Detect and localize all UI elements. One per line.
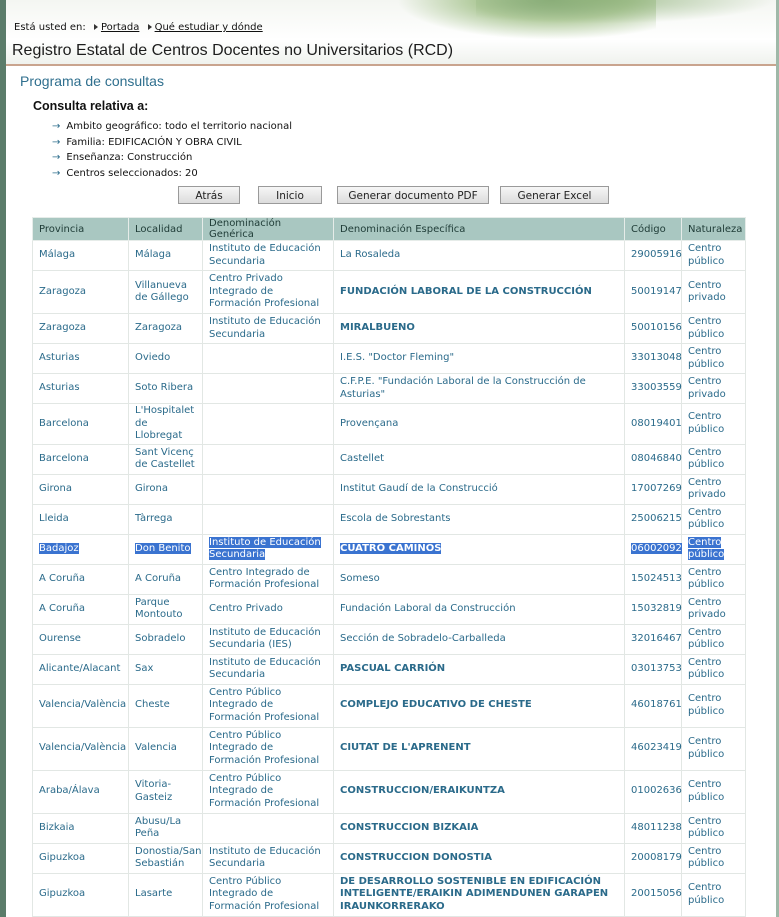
cell-especifica-text[interactable]: PASCUAL CARRIÓN [340,662,446,674]
cell-provincia [33,474,129,504]
cell-localidad-text: Sant Vicenç de Castellet [135,446,195,470]
cell-localidad-text: Lasarte [135,888,173,900]
cell-codigo-text: 20015056 [631,888,682,900]
cell-codigo-text: 25006215 [631,512,682,524]
cell-provincia-text: Zaragoza [39,322,87,334]
table-row [33,474,746,504]
criteria-text: Centros seleccionados: 20 [66,167,198,179]
cell-codigo [625,314,682,344]
cell-localidad-text: L'Hospitalet de Llobregat [135,405,195,441]
cell-localidad [129,314,203,344]
cell-localidad [129,344,203,374]
cell-especifica-text[interactable]: COMPLEJO EDUCATIVO DE CHESTE [340,699,532,711]
cell-especifica[interactable] [334,444,625,474]
cell-localidad-text: Valencia [135,742,177,754]
cell-codigo [625,344,682,374]
cell-codigo-text: 33013048 [631,352,682,364]
cell-especifica-text[interactable]: La Rosaleda [340,249,401,261]
cell-especifica-text[interactable]: DE DESARROLLO SOSTENIBLE EN EDIFICACIÓN INTELIGENTE/ERAIKIN ADIMENDUNEN GARAPEN IRAUNKORRERAKO [340,875,609,912]
cell-codigo [625,873,682,916]
cell-naturaleza [682,564,746,594]
breadcrumb-link-que-estudiar[interactable]: Qué estudiar y dónde [154,22,263,33]
home-button[interactable]: Inicio [258,186,322,204]
cell-naturaleza-text: Centro público [688,656,725,680]
page-title: Registro Estatal de Centros Docentes no Universitarios (RCD) [12,42,454,59]
cell-provincia [33,374,129,404]
cell-provincia-text: Málaga [39,249,76,261]
cell-especifica[interactable] [334,843,625,873]
cell-naturaleza [682,474,746,504]
cell-localidad-text: Abusu/La Peña [135,815,182,839]
cell-provincia [33,241,129,271]
table-body [33,241,746,917]
cell-especifica[interactable] [334,504,625,534]
cell-generica-text: Centro Privado Integrado de Formación Profesional [209,273,320,310]
table-row [33,241,746,271]
cell-especifica[interactable] [334,813,625,843]
cell-codigo [625,474,682,504]
cell-localidad [129,684,203,727]
cell-localidad [129,241,203,271]
criteria-item [52,135,292,151]
cell-naturaleza-text: Centro público [688,506,725,530]
cell-naturaleza [682,314,746,344]
cell-especifica[interactable] [334,314,625,344]
cell-localidad [129,504,203,534]
cell-codigo [625,271,682,314]
generate-excel-button[interactable]: Generar Excel [500,186,609,204]
cell-especifica-text[interactable]: Sección de Sobradelo-Carballeda [340,632,506,644]
cell-especifica[interactable] [334,727,625,770]
cell-especifica[interactable] [334,654,625,684]
cell-generica [203,813,334,843]
cell-localidad [129,374,203,404]
cell-especifica[interactable] [334,374,625,404]
cell-generica-text: Centro Integrado de Formación Profesional [209,566,320,590]
cell-generica [203,564,334,594]
cell-provincia [33,873,129,916]
cell-provincia [33,727,129,770]
cell-provincia-text: Barcelona [39,417,89,429]
cell-especifica-text[interactable]: FUNDACIÓN LABORAL DE LA CONSTRUCCIÓN [340,285,592,297]
cell-especifica-text[interactable]: Provençana [340,417,399,429]
cell-generica [203,843,334,873]
cell-localidad-text: Villanueva de Gállego [135,279,189,303]
cell-especifica-text[interactable]: CONSTRUCCION BIZKAIA [340,821,479,833]
cell-generica [203,271,334,314]
cell-generica [203,314,334,344]
table-row [33,404,746,445]
cell-especifica-text[interactable]: CONSTRUCCION/ERAIKUNTZA [340,785,505,797]
cell-provincia [33,404,129,445]
cell-especifica[interactable] [334,624,625,654]
criteria-text: Familia: EDIFICACIÓN Y OBRA CIVIL [66,136,242,148]
cell-localidad-text: Zaragoza [135,322,183,334]
cell-codigo [625,444,682,474]
cell-naturaleza-text: Centro público [688,243,725,267]
cell-naturaleza-text: Centro privado [688,596,726,620]
table-row [33,873,746,916]
cell-provincia-text: Gipuzkoa [39,851,86,863]
results-table [32,217,746,917]
table-row [33,684,746,727]
cell-provincia-text: A Coruña [39,572,86,584]
criteria-item [52,119,292,135]
cell-codigo [625,241,682,271]
cell-provincia-text: Zaragoza [39,285,87,297]
cell-localidad-text: A Coruña [135,572,182,584]
cell-provincia-text: Valencia/València [39,699,127,711]
cell-localidad [129,727,203,770]
cell-provincia-text: Ourense [39,632,81,644]
table-row [33,374,746,404]
cell-localidad [129,624,203,654]
table-row [33,344,746,374]
cell-naturaleza-text: Centro público [688,446,725,470]
cell-localidad-text: Tàrrega [135,512,173,524]
cell-localidad [129,534,203,564]
title-divider [6,64,776,66]
cell-naturaleza [682,684,746,727]
cell-provincia [33,843,129,873]
cell-provincia [33,271,129,314]
cell-provincia-text: Araba/Álava [39,785,100,797]
table-row [33,594,746,624]
cell-localidad-text: Parque Montouto [135,596,183,620]
cell-especifica-text[interactable]: I.E.S. "Doctor Fleming" [340,352,455,364]
cell-especifica-text[interactable]: CIUTAT DE L'APRENENT [340,742,471,754]
cell-naturaleza [682,727,746,770]
table-row [33,770,746,813]
cell-naturaleza [682,444,746,474]
cell-generica [203,654,334,684]
cell-naturaleza [682,624,746,654]
arrow-bullet-icon: → [52,152,61,163]
cell-provincia [33,684,129,727]
cell-especifica[interactable] [334,241,625,271]
cell-codigo-text: 08046840 [631,452,682,464]
cell-generica-text: Instituto de Educación Secundaria [209,243,321,267]
cell-naturaleza [682,404,746,445]
cell-localidad [129,271,203,314]
cell-naturaleza [682,344,746,374]
cell-naturaleza [682,534,746,564]
section-title: Programa de consultas [20,73,164,89]
cell-naturaleza-text: Centro público [688,536,725,560]
cell-codigo-text: 08019401 [631,417,682,429]
cell-naturaleza [682,843,746,873]
cell-provincia-text: Lleida [39,512,69,524]
cell-provincia-text: Asturias [39,352,80,364]
breadcrumb-arrow-icon [94,24,98,30]
cell-provincia [33,314,129,344]
cell-generica-text: Instituto de Educación Secundaria [209,536,321,560]
cell-generica [203,727,334,770]
cell-localidad [129,594,203,624]
cell-codigo [625,843,682,873]
cell-provincia-text: Valencia/València [39,742,127,754]
table-row [33,444,746,474]
cell-naturaleza [682,813,746,843]
column-header-codigo[interactable]: Código [625,218,682,241]
breadcrumb-link-portada[interactable]: Portada [100,22,140,33]
cell-generica-text: Instituto de Educación Secundaria (IES) [209,626,321,650]
generate-pdf-button[interactable]: Generar documento PDF [337,186,489,204]
cell-codigo-text: 32016467 [631,632,682,644]
cell-localidad [129,654,203,684]
cell-especifica-text[interactable]: MIRALBUENO [340,322,415,334]
cell-codigo [625,654,682,684]
cell-codigo [625,684,682,727]
left-border [0,0,6,917]
cell-provincia [33,564,129,594]
table-row [33,534,746,564]
table-row [33,843,746,873]
cell-naturaleza-text: Centro público [688,736,725,760]
cell-especifica-text[interactable]: Escola de Sobrestants [340,512,451,524]
cell-generica-text: Centro Público Integrado de Formación Profesional [209,875,320,912]
cell-generica-text: Centro Público Integrado de Formación Profesional [209,729,320,766]
cell-generica [203,444,334,474]
cell-codigo [625,534,682,564]
cell-especifica-text[interactable]: Someso [340,572,380,584]
cell-generica [203,474,334,504]
criteria-item [52,166,292,182]
cell-codigo-text: 01002636 [631,785,682,797]
breadcrumb-prefix: Está usted en: [14,22,86,33]
cell-codigo-text: 03013753 [631,662,682,674]
cell-generica [203,504,334,534]
cell-generica [203,624,334,654]
cell-especifica-text[interactable]: C.F.P.E. "Fundación Laboral de la Construcción de Asturias" [340,376,586,400]
cell-provincia [33,504,129,534]
cell-codigo [625,770,682,813]
cell-provincia [33,813,129,843]
cell-generica-text: Instituto de Educación Secundaria [209,316,321,340]
cell-naturaleza [682,241,746,271]
cell-localidad-text: Soto Ribera [135,382,194,394]
cell-codigo [625,813,682,843]
cell-naturaleza-text: Centro público [688,845,725,869]
cell-generica [203,241,334,271]
criteria-list [52,119,292,181]
table-row [33,654,746,684]
cell-codigo-text: 50019147 [631,285,682,297]
cell-especifica-text[interactable]: Fundación Laboral da Construcción [340,602,516,614]
arrow-bullet-icon: → [52,136,61,148]
cell-codigo [625,594,682,624]
column-header-generica[interactable]: Denominación Genérica [203,218,334,241]
cell-generica-text: Centro Privado [209,602,283,614]
cell-naturaleza-text: Centro público [688,815,725,839]
cell-localidad-text: Vitoria-Gasteiz [135,779,173,803]
cell-naturaleza-text: Centro público [688,779,725,803]
cell-codigo-text: 29005916 [631,249,682,261]
cell-provincia [33,534,129,564]
cell-localidad-text: Sax [135,662,154,674]
cell-codigo-text: 46023419 [631,742,682,754]
cell-localidad [129,404,203,445]
table-header-row [33,218,746,241]
cell-localidad [129,444,203,474]
breadcrumb [14,22,263,33]
cell-especifica[interactable] [334,684,625,727]
cell-especifica-text[interactable]: Castellet [340,452,385,464]
cell-especifica[interactable] [334,474,625,504]
cell-generica [203,534,334,564]
cell-especifica[interactable] [334,770,625,813]
cell-especifica[interactable] [334,873,625,916]
cell-especifica[interactable] [334,271,625,314]
cell-generica [203,684,334,727]
cell-codigo [625,374,682,404]
cell-naturaleza-text: Centro público [688,316,725,340]
cell-naturaleza [682,873,746,916]
cell-generica [203,594,334,624]
cell-localidad-text: Oviedo [135,352,171,364]
cell-codigo-text: 50010156 [631,322,682,334]
cell-generica [203,374,334,404]
cell-localidad-text: Girona [135,482,169,494]
cell-naturaleza-text: Centro público [688,411,725,435]
back-button[interactable]: Atrás [178,186,240,204]
cell-especifica[interactable] [334,404,625,445]
table-row [33,564,746,594]
cell-naturaleza [682,594,746,624]
cell-codigo [625,624,682,654]
cell-provincia-text: Girona [39,482,73,494]
cell-generica [203,404,334,445]
cell-generica [203,344,334,374]
cell-naturaleza [682,504,746,534]
cell-codigo-text: 20008179 [631,851,682,863]
cell-provincia-text: Barcelona [39,452,89,464]
cell-especifica[interactable] [334,534,625,564]
cell-generica-text: Instituto de Educación Secundaria [209,656,321,680]
cell-especifica[interactable] [334,344,625,374]
column-header-naturaleza[interactable]: Naturaleza [682,218,746,241]
table-row [33,624,746,654]
cell-naturaleza-text: Centro público [688,566,725,590]
cell-naturaleza-text: Centro público [688,693,725,717]
cell-generica-text: Centro Público Integrado de Formación Profesional [209,772,320,809]
cell-naturaleza-text: Centro privado [688,376,726,400]
cell-localidad-text: Sobradelo [135,632,186,644]
cell-naturaleza [682,654,746,684]
cell-codigo-text: 15032819 [631,602,682,614]
breadcrumb-arrow-icon [148,24,152,30]
column-header-localidad[interactable]: Localidad [129,218,203,241]
cell-naturaleza-text: Centro privado [688,279,726,303]
cell-localidad-text: Cheste [135,699,170,711]
cell-especifica-text[interactable]: CUATRO CAMINOS [340,542,442,554]
cell-localidad [129,813,203,843]
cell-codigo-text: 17007269 [631,482,682,494]
cell-provincia [33,654,129,684]
cell-provincia-text: Gipuzkoa [39,888,86,900]
cell-localidad [129,474,203,504]
cell-especifica[interactable] [334,564,625,594]
cell-codigo-text: 33003559 [631,382,682,394]
cell-naturaleza [682,770,746,813]
cell-provincia [33,444,129,474]
criteria-item [52,150,292,166]
cell-localidad-text: Donostia/San Sebastián [135,845,202,869]
table-row [33,314,746,344]
cell-naturaleza-text: Centro privado [688,476,726,500]
cell-provincia [33,344,129,374]
cell-codigo [625,404,682,445]
cell-provincia [33,594,129,624]
cell-codigo-text: 46018761 [631,699,682,711]
cell-codigo-text: 15024513 [631,572,682,584]
header-leaf-graphic-2 [476,0,776,24]
table-row [33,504,746,534]
cell-especifica-text[interactable]: CONSTRUCCION DONOSTIA [340,851,492,863]
cell-localidad [129,770,203,813]
cell-provincia-text: Badajoz [39,542,79,554]
table-row [33,727,746,770]
cell-provincia-text: A Coruña [39,602,86,614]
cell-provincia [33,770,129,813]
cell-especifica[interactable] [334,594,625,624]
cell-codigo [625,504,682,534]
cell-generica-text: Centro Público Integrado de Formación Profesional [209,686,320,723]
arrow-bullet-icon: → [52,167,61,179]
cell-provincia-text: Asturias [39,382,80,394]
cell-provincia-text: Bizkaia [39,821,75,833]
cell-provincia-text: Alicante/Alacant [39,662,121,674]
cell-provincia [33,624,129,654]
cell-codigo-text: 06002092 [631,542,682,554]
table-row [33,813,746,843]
column-header-especifica[interactable]: Denominación Específica [334,218,625,241]
cell-codigo-text: 48011238 [631,821,682,833]
cell-localidad [129,564,203,594]
cell-localidad [129,843,203,873]
cell-localidad [129,873,203,916]
cell-codigo [625,564,682,594]
cell-generica [203,873,334,916]
cell-generica [203,770,334,813]
cell-localidad-text: Don Benito [135,542,191,554]
cell-naturaleza [682,374,746,404]
consulta-title: Consulta relativa a: [33,99,149,113]
cell-generica-text: Instituto de Educación Secundaria [209,845,321,869]
cell-codigo [625,727,682,770]
column-header-provincia[interactable]: Provincia [33,218,129,241]
cell-naturaleza-text: Centro público [688,882,725,906]
cell-naturaleza-text: Centro público [688,346,725,370]
cell-localidad-text: Málaga [135,249,172,261]
cell-especifica-text[interactable]: Institut Gaudí de la Construcció [340,482,498,494]
table-row [33,271,746,314]
arrow-bullet-icon: → [52,121,61,132]
cell-naturaleza [682,271,746,314]
criteria-text: Enseñanza: Construcción [66,152,193,163]
criteria-text: Ambito geográfico: todo el territorio nacional [66,121,293,132]
cell-naturaleza-text: Centro público [688,626,725,650]
